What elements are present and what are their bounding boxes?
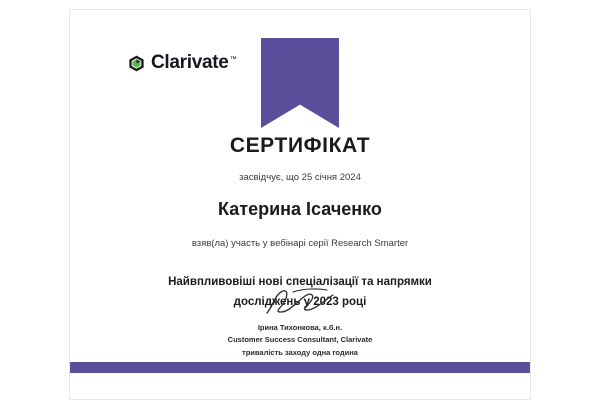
webinar-title-line-2: досліджень у 2023 році — [233, 295, 367, 308]
webinar-title-line-1: Найвпливовіші нові спеціалізації та напрямки — [168, 276, 432, 288]
ribbon-decoration — [261, 38, 339, 128]
footer-bar — [70, 362, 530, 373]
clarivate-mark-icon — [128, 55, 145, 72]
attestation-line: засвідчує, що 25 січня 2024 — [239, 172, 361, 183]
clarivate-wordmark: Clarivate™ — [151, 52, 237, 73]
signature-block — [70, 322, 530, 359]
signer-name: Ірина Тихонкова, к.б.н. — [257, 323, 343, 332]
event-duration: тривалість заходу одна година — [242, 347, 358, 357]
participation-line: взяв(ла) участь у вебінарі серії Research Smarter — [191, 238, 409, 249]
clarivate-logo — [128, 52, 236, 74]
certificate-title: СЕРТИФІКАТ — [229, 134, 371, 157]
recipient-name: Катерина Ісаченко — [218, 199, 382, 219]
signature-image — [245, 286, 355, 320]
certificate-card — [70, 10, 530, 399]
signer-role: Customer Success Consultant, Clarivate — [227, 335, 373, 345]
trademark-symbol: ™ — [229, 55, 237, 63]
